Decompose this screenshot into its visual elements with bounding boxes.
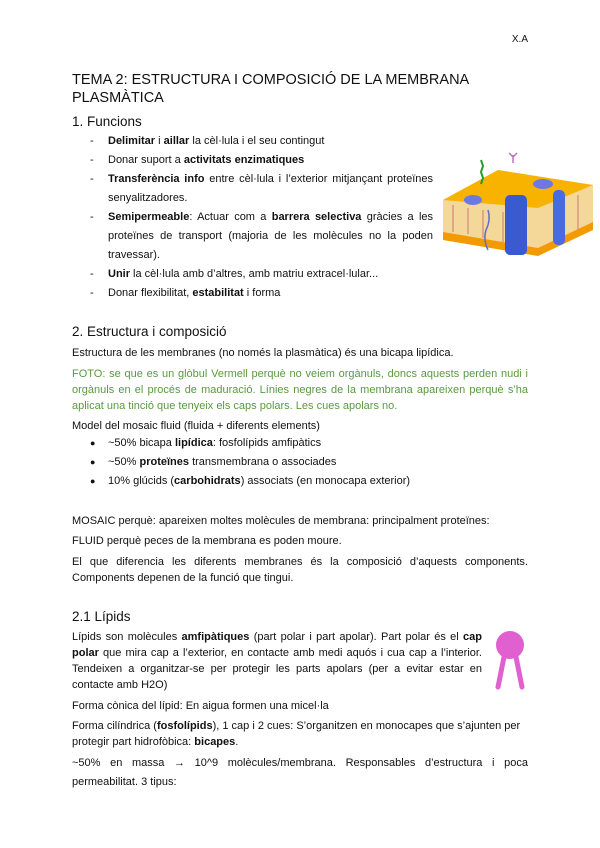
bold-text: amfipàtiques [181,631,250,643]
rich-text [108,268,378,280]
rich-text [108,173,433,204]
foto-note: FOTO: se que es un glòbul Vermell perquè no veiem orgànuls, doncs aquests perden nudi i orgànuls en el procés de maduració. Línies negres de la membrana apareixen perquè s’ha aplicat una tinció que tenyeix els caps polars. Les cues apolars no. [72,368,528,412]
bullet: - [90,268,94,280]
text-segment: la cèl·lula amb d’altres, amb matriu extracel·lular... [130,268,379,280]
list-item [90,453,528,472]
bullet: ● [90,457,96,467]
bold-text: aillar [163,135,190,147]
list-item [90,265,433,284]
text-segment: transmembrana o associades [189,456,337,468]
bold-text: Unir [108,268,130,280]
composition-list [90,434,528,491]
rich-text [72,720,520,748]
section-heading-funcions: 1. Funcions [72,114,142,129]
bold-text: bicapes [194,736,236,748]
bullet: - [90,135,94,147]
rich-text [108,154,304,166]
text-segment: Donar flexibilitat, [108,287,193,299]
bold-text: Transferència info [108,173,205,185]
bold-text: fosfolípids [156,720,213,732]
bold-text: proteïnes [139,456,190,468]
text-segment: : fosfolípids amfipàtics [212,437,322,449]
text-segment: i forma [243,287,281,299]
text-segment: 10% glúcids ( [108,475,175,487]
text-segment: ~50% en massa → 10^9 molècules/membrana. Responsables d’estructura i poca permeabilitat. 3 tipus: [72,757,528,788]
text-segment: (part polar i part apolar). Part polar és el [249,631,464,643]
text-segment: ~50% [108,456,140,468]
text-segment: entre cèl·lula i l’exterior mitjançant proteïnes senyalitzadores. [108,173,433,204]
bullet: - [90,287,94,299]
conic-text [72,698,528,714]
lipids-paragraph [72,629,528,693]
bold-text: Semipermeable [108,211,190,223]
page-title: TEMA 2: ESTRUCTURA I COMPOSICIÓ DE LA MEMBRANA PLASMÀTICA [72,72,469,106]
list-item [90,132,433,151]
mass-text [72,754,528,792]
rich-text [72,700,329,712]
bold-text: lipídica [174,437,213,449]
rich-text [108,456,336,468]
bold-text: barrera selectiva [271,211,362,223]
list-item [90,170,433,208]
bold-text: Delimitar [108,135,156,147]
rich-text [108,475,410,487]
text-segment: ~50% bicapa [108,437,175,449]
rich-text [108,287,280,299]
list-item [90,434,528,453]
text-segment: : Actuar com a [189,211,272,223]
text-segment: que mira cap a l’exterior, en contacte amb medi aquós i cua cap a l’interior. Tendeixen a organitzar-se per protegir les parts apolars (per a evitar estar en contacte amb H2O) [72,647,482,691]
bold-text: activitats enzimatiques [183,154,305,166]
text-segment: . [235,736,239,748]
bullet: - [90,154,94,166]
difference-text: El que diferencia les diferents membranes és la composició d’aquests components. Components depenen de la funció que tingui. [72,556,528,584]
list-item [90,284,433,303]
rich-text [72,631,482,691]
lipids-block [72,629,528,695]
text-segment: i [155,135,164,147]
rich-text [108,135,324,147]
bullet: ● [90,438,96,448]
rich-text [108,437,321,449]
list-item [90,151,433,170]
rich-text [108,211,433,261]
bold-text: cap polar [72,631,482,659]
text-segment: Lípids son molècules [72,631,182,643]
header-initials: X.A [511,34,528,45]
membrane-illustration [443,150,593,260]
section-heading-lipids: 2.1 Lípids [72,609,131,624]
text-segment: gràcies a les proteïnes de transport (majoria de les molècules no la poden travessar). [108,211,434,261]
estructura-intro: Estructura de les membranes (no només la plasmàtica) és una bicapa lipídica. [72,347,454,359]
bullet: - [90,173,94,185]
list-item [90,472,528,491]
cylindrical-text [72,718,528,750]
text-segment: Forma cilíndrica ( [72,720,157,732]
text-segment: ), 1 cap i 2 cues: S’organitzen en monocapes que s’ajunten per protegir part hidrofòbica: [72,720,521,748]
text-segment: Forma cònica del lípid: En aigua formen una micel·la [72,700,329,712]
bullet: ● [90,476,96,486]
funcions-list [90,132,434,303]
bold-text: carbohidrats [174,475,241,487]
text-segment: ) associats (en monocapa exterior) [240,475,411,487]
model-text: Model del mosaic fluid (fluida + diferents elements) [72,420,320,432]
phospholipid-icon [492,629,528,691]
mosaic-text: MOSAIC perquè: apareixen moltes molècules de membrana: principalment proteïnes: [72,515,490,527]
document-body [72,71,528,792]
bullet: - [90,211,94,223]
bold-text: estabilitat [192,287,244,299]
section-heading-estructura: 2. Estructura i composició [72,324,227,339]
text-segment: la cèl·lula i el seu contingut [189,135,325,147]
text-segment: Donar suport a [108,154,184,166]
fluid-text: FLUID perquè peces de la membrana es poden moure. [72,535,342,547]
list-item [90,208,434,265]
rich-text [72,757,528,788]
